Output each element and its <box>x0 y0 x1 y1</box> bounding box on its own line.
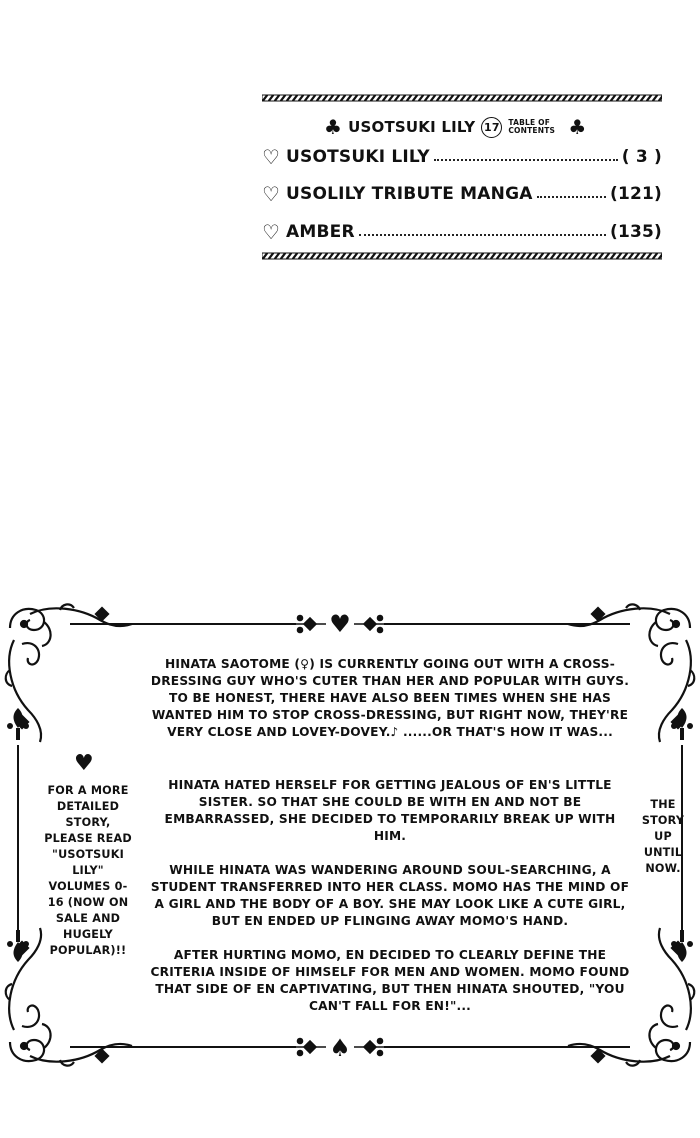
rope-divider-bottom <box>262 252 662 260</box>
rope-divider-top <box>262 94 662 102</box>
story-paragraph: HINATA SAOTOME (♀) IS CURRENTLY GOING OUT WITH A CROSS-DRESSING GUY WHO'S CUTER THAN HER AND POPULAR WITH GUYS. TO BE HONEST, THERE HAVE ALSO BEEN TIMES WHEN SHE HAS WANTED HIM TO STOP CROSS-DRESSING, BUT RIGHT NOW, THEY'RE VERY CLOSE AND LOVEY-DOVEY.♪ ......OR THAT'S HOW IT WAS... <box>150 657 630 739</box>
club-icon: ♣ <box>324 115 343 139</box>
dot-leader <box>537 196 606 198</box>
toc-entry-title: USOTSUKI LILY <box>286 147 430 167</box>
club-icon: ♣ <box>568 115 587 139</box>
toc-entry <box>262 180 662 208</box>
story-paragraph: HINATA HATED HERSELF FOR GETTING JEALOUS OF EN'S LITTLE SISTER. SO THAT SHE COULD BE WITH EN AND NOT BE EMBARRASSED, SHE DECIDED TO TEMPORARILY BREAK UP WITH HIM. <box>164 778 616 843</box>
heart-icon: ♥ <box>74 751 94 776</box>
toc-header <box>324 112 586 142</box>
toc-entry-title: USOLILY TRIBUTE MANGA <box>286 184 533 204</box>
more-details-note: FOR A MORE DETAILED STORY, PLEASE READ "USOTSUKI LILY" VOLUMES 0-16 (NOW ON SALE AND HUGELY POPULAR)!! <box>44 784 132 957</box>
story-so-far-label: THE STORY UP UNTIL NOW. <box>641 798 685 875</box>
toc-entry <box>262 143 662 171</box>
toc-label-line1: TABLE OF <box>508 118 551 127</box>
toc-label <box>508 119 562 135</box>
toc-label-line2: CONTENTS <box>508 126 556 135</box>
dot-leader <box>434 159 618 161</box>
heart-outline-icon: ♡ <box>262 220 281 244</box>
spade-icon: ♠ <box>329 1034 351 1062</box>
series-title: USOTSUKI LILY <box>348 118 476 136</box>
toc-entry-page: (135) <box>609 222 662 242</box>
heart-icon: ♥ <box>329 610 351 638</box>
toc-entry-page: (121) <box>609 184 662 204</box>
toc-entry <box>262 218 662 246</box>
heart-outline-icon: ♡ <box>262 182 281 206</box>
story-paragraph: AFTER HURTING MOMO, EN DECIDED TO CLEARLY DEFINE THE CRITERIA INSIDE OF HIMSELF FOR MEN AND WOMEN. MOMO FOUND THAT SIDE OF EN CAPTIVATING, BUT THEN HINATA SHOUTED, "YOU CAN'T FALL FOR EN!"... <box>150 948 630 1013</box>
dot-leader <box>359 234 606 236</box>
toc-entry-page: ( 3 ) <box>621 147 662 167</box>
corner-flourish <box>6 604 132 742</box>
side-fleur-ornament <box>7 708 29 740</box>
story-paragraph: WHILE HINATA WAS WANDERING AROUND SOUL-SEARCHING, A STUDENT TRANSFERRED INTO HER CLASS. MOMO HAS THE MIND OF A GIRL AND THE BODY OF A BOY. SHE MAY LOOK LIKE A CUTE GIRL, BUT EN ENDED UP FLINGING AWAY MOMO'S HAND. <box>150 863 630 928</box>
table-of-contents <box>262 88 662 266</box>
heart-outline-icon: ♡ <box>262 145 281 169</box>
volume-number: 17 <box>481 117 502 138</box>
toc-entry-title: AMBER <box>286 222 355 242</box>
